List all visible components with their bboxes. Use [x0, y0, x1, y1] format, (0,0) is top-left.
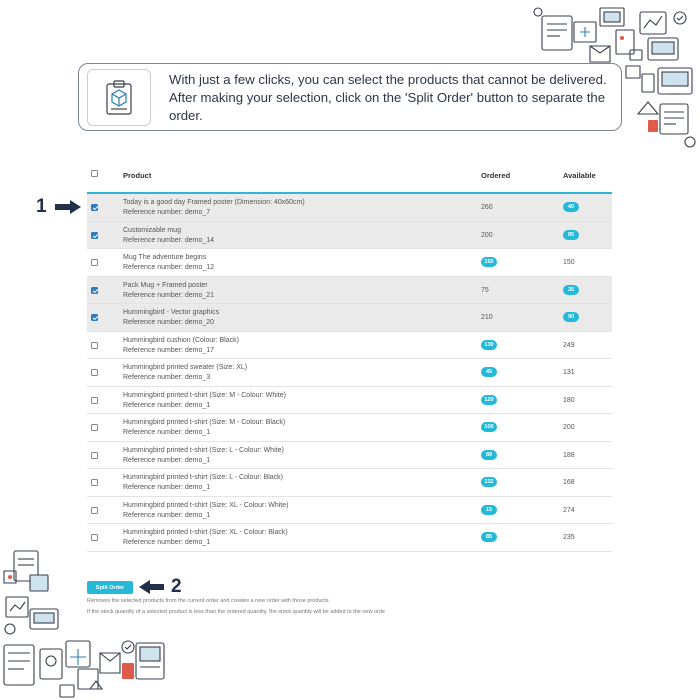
stock-quantity-note: If the stock quantity of a selected product is less than the ordered quantity, the stock quantity will be added to the new orde [87, 609, 385, 615]
product-name: Mug The adventure begins [123, 254, 207, 261]
ordered-quantity-badge: 100 [481, 422, 497, 432]
row-select-checkbox[interactable] [91, 507, 98, 514]
table-row [87, 414, 612, 442]
table-header [87, 160, 612, 194]
product-name: Hummingbird printed t-shirt (Size: XL - Colour: White) [123, 501, 289, 509]
available-quantity: 274 [563, 506, 575, 514]
product-reference: Reference number: demo_1 [123, 539, 211, 546]
table-row [87, 442, 612, 470]
product-reference: Reference number: demo_7 [123, 209, 211, 216]
product-reference: Reference number: demo_1 [123, 401, 211, 409]
table-row [87, 469, 612, 497]
ordered-quantity-badge: 150 [481, 257, 497, 267]
table-row [87, 304, 612, 332]
row-select-checkbox[interactable] [91, 287, 98, 294]
ordered-quantity-badge: 85 [481, 532, 497, 542]
box-on-clipboard-icon [87, 69, 151, 126]
product-reference: Reference number: demo_1 [123, 511, 211, 519]
available-quantity: 131 [563, 369, 575, 376]
select-all-checkbox[interactable] [91, 170, 98, 177]
product-name: Pack Mug + Framed poster [123, 281, 208, 289]
product-reference: Reference number: demo_3 [123, 374, 211, 381]
ordered-quantity-badge: 132 [481, 477, 497, 487]
step-marker-1 [36, 196, 83, 218]
header-product: Product [123, 171, 152, 180]
table-row [87, 194, 612, 222]
product-name: Today is a good day Framed poster (Dimension: 40x60cm) [123, 199, 305, 206]
available-quantity-badge: 35 [563, 285, 579, 295]
row-select-checkbox[interactable] [91, 259, 98, 266]
product-reference: Reference number: demo_1 [123, 456, 211, 464]
arrow-left-icon [138, 579, 166, 595]
ordered-quantity-badge: 45 [481, 367, 497, 377]
available-quantity: 180 [563, 396, 575, 404]
split-order-button[interactable]: Split Order [87, 581, 133, 594]
row-select-checkbox[interactable] [91, 424, 98, 431]
ordered-quantity-badge: 120 [481, 395, 497, 405]
product-name: Hummingbird printed t-shirt (Size: M - Colour: Black) [123, 419, 286, 426]
product-name: Hummingbird printed t-shirt (Size: M - Colour: White) [123, 391, 286, 399]
product-reference: Reference number: demo_17 [123, 346, 215, 354]
product-name: Hummingbird printed sweater (Size: XL) [123, 364, 248, 371]
header-available: Available [563, 171, 596, 180]
product-name: Hummingbird - Vector graphics [123, 309, 220, 316]
step-marker-2 [138, 576, 182, 598]
step-number: 1 [36, 196, 47, 217]
split-order-help-text: Removes the selected products from the current order and creates a new order with those products. [87, 598, 331, 604]
row-select-checkbox[interactable] [91, 204, 98, 211]
row-select-checkbox[interactable] [91, 397, 98, 404]
product-reference: Reference number: demo_1 [123, 429, 211, 436]
product-reference: Reference number: demo_20 [123, 319, 215, 326]
available-quantity: 249 [563, 341, 575, 349]
products-table [87, 160, 612, 552]
header-ordered: Ordered [481, 171, 511, 180]
available-quantity: 200 [563, 424, 575, 431]
available-quantity: 150 [563, 259, 575, 266]
product-reference: Reference number: demo_21 [123, 291, 215, 299]
available-quantity: 168 [563, 479, 575, 486]
table-row [87, 277, 612, 305]
ordered-quantity: 260 [481, 204, 493, 211]
arrow-right-icon [53, 199, 83, 215]
ordered-quantity: 75 [481, 286, 489, 294]
ordered-quantity-badge: 15 [481, 505, 497, 515]
ordered-quantity-badge: 130 [481, 340, 497, 350]
table-row [87, 249, 612, 277]
product-reference: Reference number: demo_14 [123, 236, 215, 244]
product-reference: Reference number: demo_1 [123, 484, 211, 491]
product-reference: Reference number: demo_12 [123, 264, 215, 271]
ecommerce-illustration-bottom [0, 545, 170, 700]
available-quantity: 188 [563, 451, 575, 459]
table-row [87, 497, 612, 525]
row-select-checkbox[interactable] [91, 342, 98, 349]
row-select-checkbox[interactable] [91, 232, 98, 239]
table-row [87, 524, 612, 552]
ordered-quantity: 210 [481, 314, 493, 321]
product-name: Hummingbird printed t-shirt (Size: L - Colour: White) [123, 446, 284, 454]
available-quantity-badge: 40 [563, 202, 579, 212]
product-name: Hummingbird cushion (Colour: Black) [123, 336, 239, 344]
callout-text: With just a few clicks, you can select the products that cannot be delivered. After making your selection, click on the 'Split Order' button to separate the order. [169, 72, 607, 123]
step-number: 2 [171, 576, 182, 597]
row-select-checkbox[interactable] [91, 452, 98, 459]
available-quantity-badge: 85 [563, 230, 579, 240]
ordered-quantity-badge: 89 [481, 450, 497, 460]
ordered-quantity: 200 [481, 231, 493, 239]
table-row [87, 359, 612, 387]
row-select-checkbox[interactable] [91, 369, 98, 376]
product-name: Hummingbird printed t-shirt (Size: XL - Colour: Black) [123, 529, 288, 536]
row-select-checkbox[interactable] [91, 534, 98, 541]
table-row [87, 222, 612, 250]
row-select-checkbox[interactable] [91, 314, 98, 321]
table-body [87, 194, 612, 552]
product-name: Hummingbird printed t-shirt (Size: L - Colour: Black) [123, 474, 284, 481]
product-name: Customizable mug [123, 226, 181, 234]
info-callout [78, 63, 622, 131]
table-row [87, 332, 612, 360]
table-row [87, 387, 612, 415]
available-quantity-badge: 90 [563, 312, 579, 322]
row-select-checkbox[interactable] [91, 479, 98, 486]
available-quantity: 235 [563, 534, 575, 541]
